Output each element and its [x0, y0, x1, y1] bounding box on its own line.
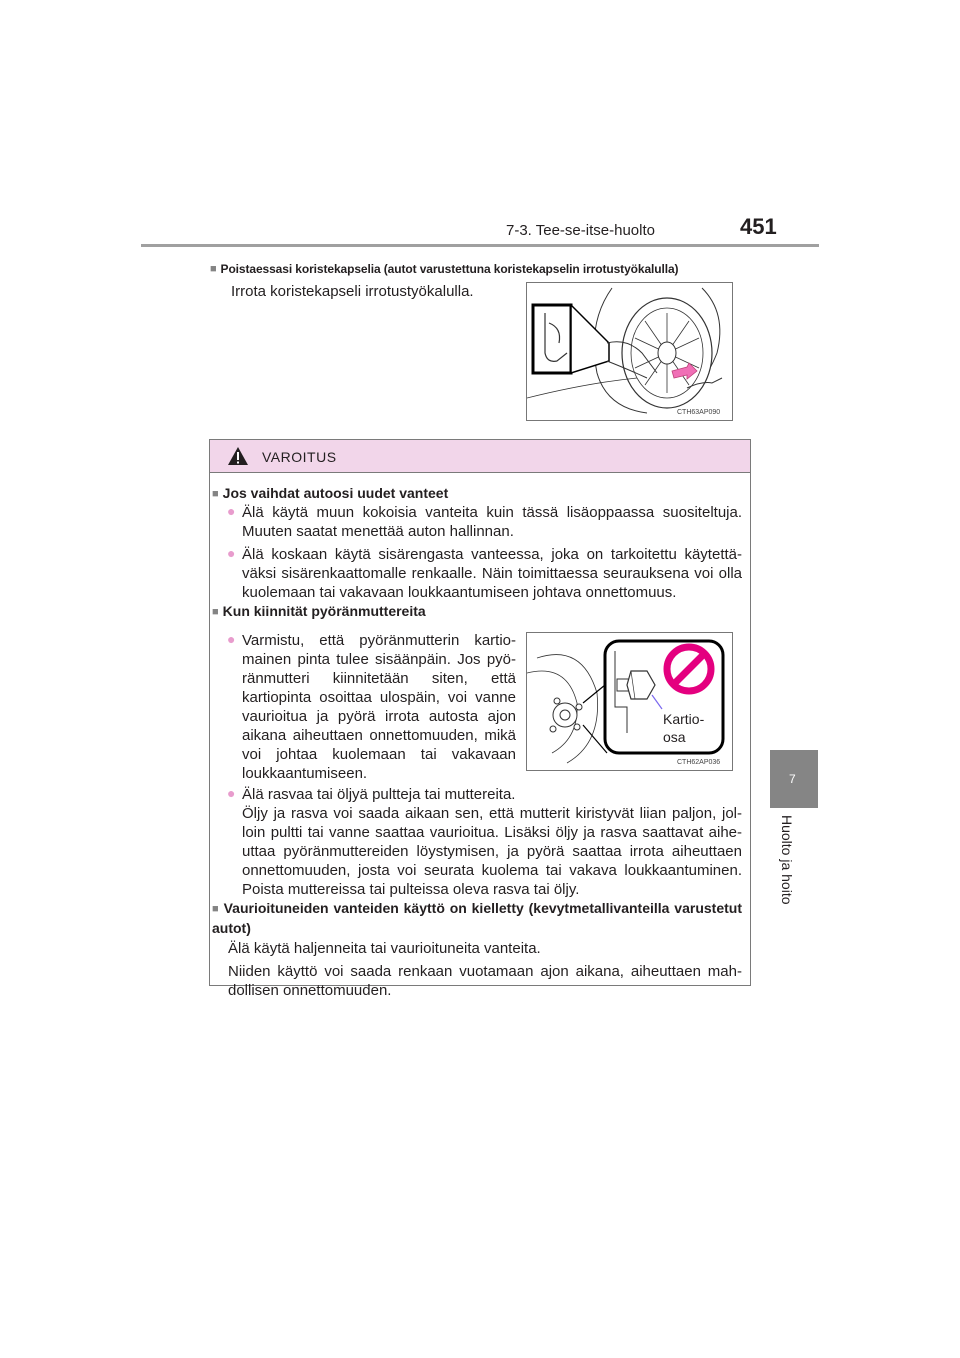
- bullet-text-lead: Älä rasvaa tai öljyä pultteja tai muttereita.: [242, 786, 516, 803]
- paragraph: Älä käytä haljenneita tai vaurioituneita vanteita.: [228, 940, 541, 957]
- section-heading-text: Kun kiinnität pyöränmuttereita: [222, 603, 426, 619]
- warning-section-heading: [212, 899, 742, 938]
- bullet-text: Öljy ja rasva voi saada aikaan sen, että mutterit kiristyvät liian paljon, jol-loin pultti tai vanne saattaa vaurioitua. Lisäksi öljy ja rasva saattavat aihe-uttaa pyöränmuttereiden löystymisen, ja pyörä saattaa irrota aiheuttaen onnettomuuden, josta voi seurata kuolema tai vakava loukkaantuminen. Poista muttereissa tai pulteissa oleva rasva tai öljy.: [242, 805, 742, 898]
- header-divider: [141, 244, 819, 247]
- wheel-nut-illustration: [526, 632, 733, 771]
- square-bullet-icon: ■: [212, 488, 219, 500]
- warning-section-heading: [212, 603, 426, 619]
- bullet-icon: ●: [227, 503, 236, 519]
- wheel-cap-illustration-graphic: [527, 283, 732, 420]
- warning-title: VAROITUS: [262, 449, 337, 465]
- subsection-body: Irrota koristekapseli irrotustyökalulla.: [231, 283, 474, 300]
- chapter-title-vertical: [760, 815, 830, 925]
- bullet-text: Älä käytä muun kokoisia vanteita kuin tässä lisäoppaassa suositeltuja. Muuten saatat menettää auton hallinnan.: [242, 504, 742, 540]
- bullet-icon: ●: [227, 631, 236, 647]
- illustration-code: CTH62AP036: [677, 759, 721, 766]
- square-bullet-icon: ■: [212, 606, 219, 618]
- square-bullet-icon: ■: [212, 903, 220, 915]
- page-number: 451: [740, 214, 777, 239]
- illustration-code: CTH63AP090: [677, 409, 721, 416]
- paragraph: Niiden käyttö voi saada renkaan vuotamaan ajon aikana, aiheuttaen mah-dollisen onnettomuuden.: [228, 963, 742, 999]
- wheel-nut-illustration-graphic: [527, 633, 732, 770]
- warning-section-heading: [212, 485, 448, 501]
- section-title: 7-3. Tee-se-itse-huolto: [506, 222, 655, 239]
- section-heading-text: Vaurioituneiden vanteiden käyttö on kielletty (kevytmetallivanteilla varustetut autot): [212, 900, 742, 936]
- bullet-icon: ●: [227, 545, 236, 561]
- warning-header: [210, 440, 750, 473]
- chapter-title: Huolto ja hoito: [779, 815, 795, 905]
- section-heading-text: Jos vaihdat autoosi uudet vanteet: [222, 485, 449, 501]
- subsection-heading: [210, 262, 678, 276]
- callout-label-line1: Kartio-: [663, 711, 705, 727]
- wheel-cap-removal-illustration: [526, 282, 733, 421]
- warning-triangle-icon: [227, 446, 249, 466]
- callout-label-line2: osa: [663, 729, 686, 745]
- bullet-text: Älä koskaan käytä sisärengasta vanteessa, joka on tarkoitettu käytettä-väksi sisärenkaattomalle renkaalle. Näin toimittaessa seurauksena voi olla kuolemaan tai vakavaan loukkaantumiseen johtava onnettomuus.: [242, 546, 742, 601]
- subsection-heading-text: Poistaessasi koristekapselia (autot varustettuna koristekapselin irrotustyökalulla): [220, 262, 679, 276]
- bullet-text: Varmistu, että pyöränmutterin kartio-mainen pinta tulee sisäänpäin. Jos pyö-ränmutteri kiinnitetään siten, että kartiopinta osoittaa ulospäin, voi vanne vaurioitua ja pyörä irrota autosta ajon aikana aiheuttaen onnettomuuden, mikä voi johtaa kuolemaan tai vakavaan loukkaantumiseen.: [242, 632, 516, 782]
- square-bullet-icon: ■: [210, 263, 217, 275]
- bullet-icon: ●: [227, 785, 236, 801]
- chapter-number: 7: [789, 772, 796, 786]
